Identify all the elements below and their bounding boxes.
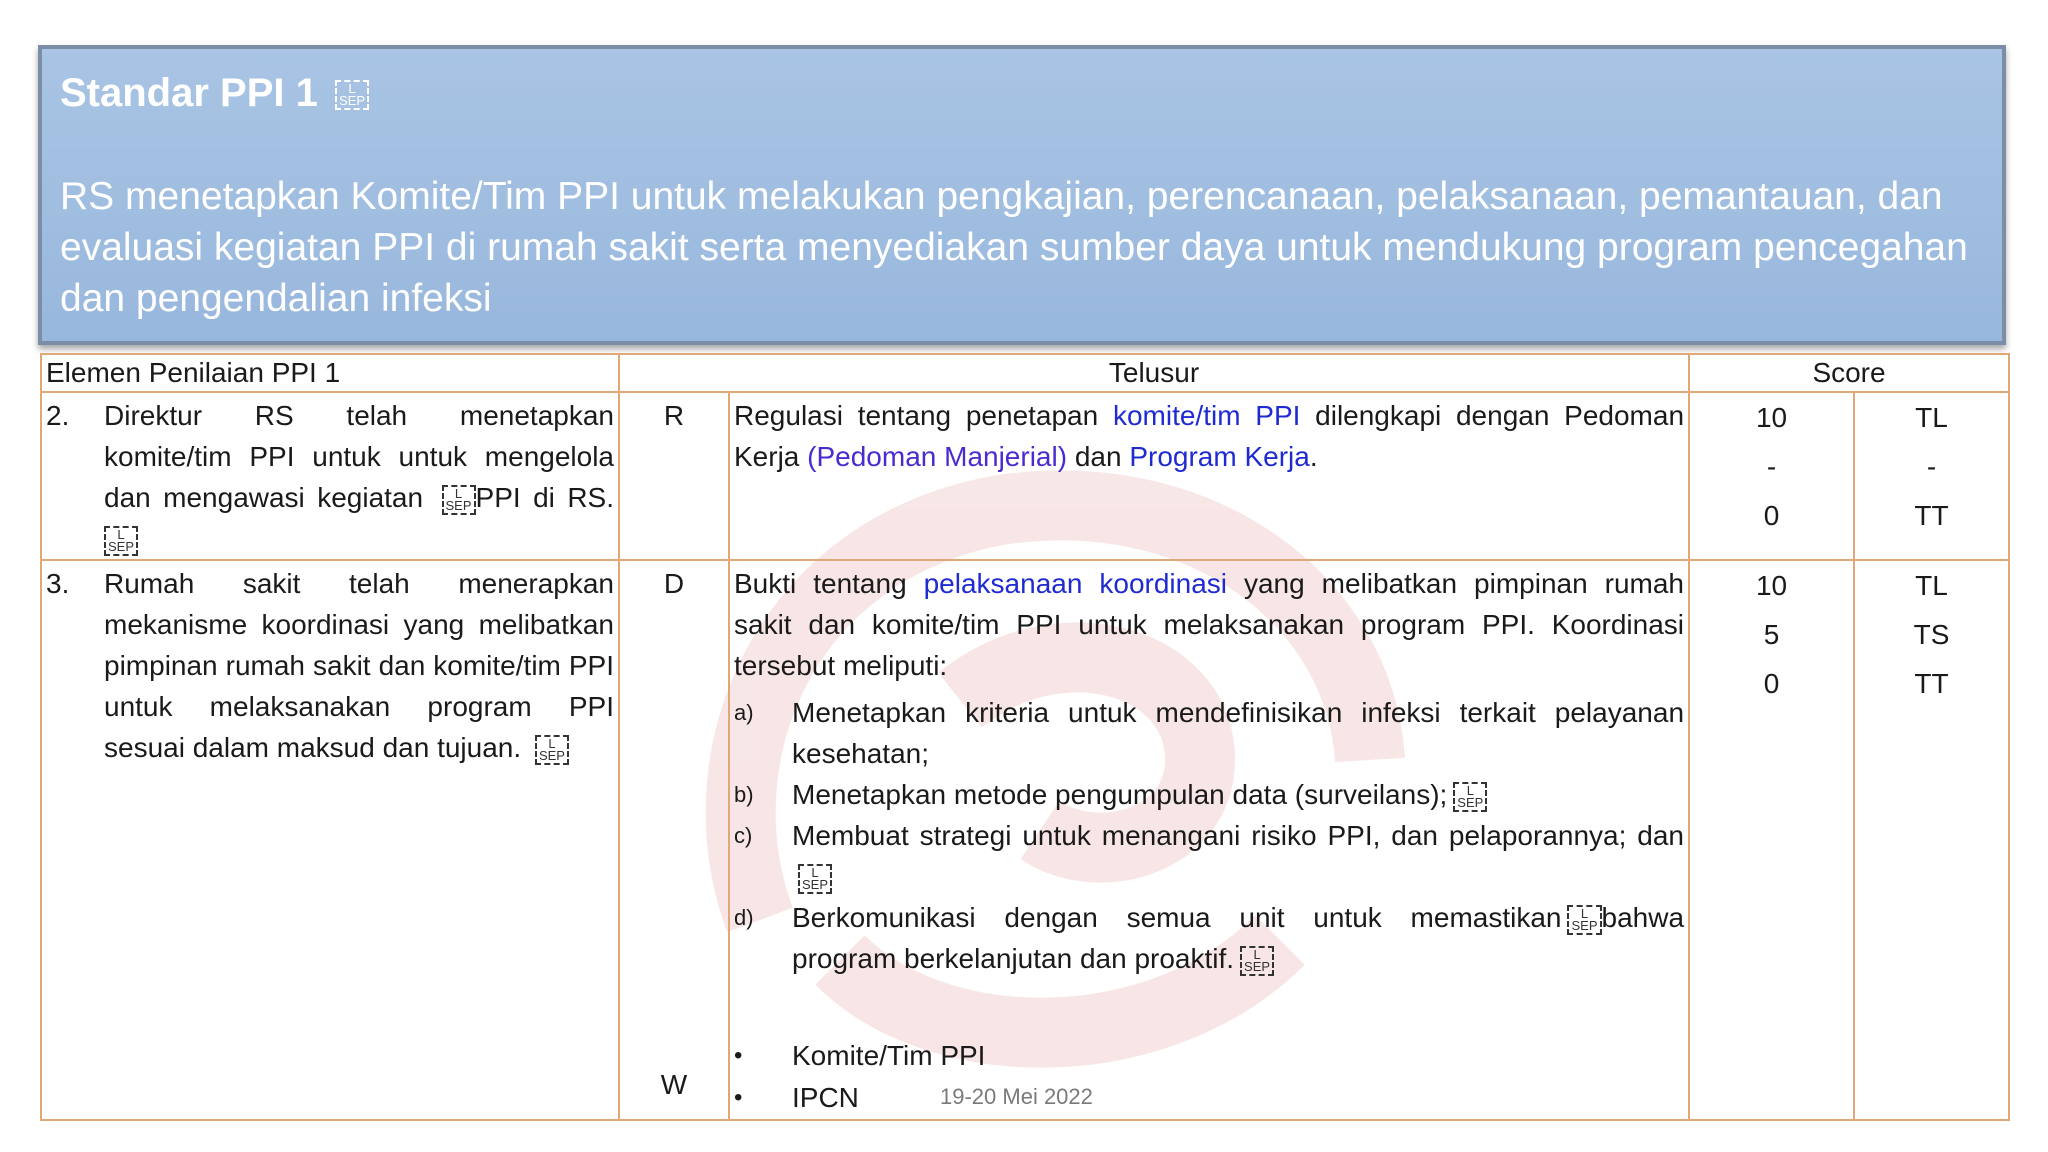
score-codes: TL TS TT xyxy=(1854,560,2009,1120)
list-item: a) Menetapkan kriteria untuk mendefinisikan infeksi terkait pelayanan kesehatan; xyxy=(734,697,1685,769)
telusur-letters xyxy=(619,560,729,1120)
standard-title: Standar PPI 1 L SEP xyxy=(60,71,1984,115)
telusur-text: Bukti tentang pelaksanaan koordinasi yang melibatkan pimpinan rumah sakit dan komite/tim PPI untuk melaksanakan program PPI. Koordinasi tersebut meliputi: a) Menetapkan kriteria untuk mendefinisikan infeksi terkait pelayanan kesehatan; b) Menetapkan metode pengumpulan data (surveilans); L SEP c) Membuat strategi untuk menangani risiko PPI, dan pelaporannya; dan L SEP d) Berkomunikasi dengan semua unit untuk memastikan L SEP bahwa program berkelanjutan dan proaktif. L SEP • Komite/Tim PPI • IPCN xyxy=(729,560,1689,1120)
score-values: 10 5 0 xyxy=(1689,560,1854,1120)
table-row xyxy=(41,392,2009,560)
sep-glyph-icon: L SEP xyxy=(335,80,369,110)
telusur-letter-d: D xyxy=(663,568,685,599)
assessment-table xyxy=(40,353,2010,1121)
score-codes: TL - TT xyxy=(1854,392,2009,560)
list-item: • Komite/Tim PPI xyxy=(734,1040,986,1071)
sep-glyph-icon: L SEP xyxy=(798,864,832,894)
elemen-text: Rumah sakit telah menerapkan mekanisme koordinasi yang melibatkan pimpinan rumah sakit dan komite/tim PPI untuk melaksanakan program PPI sesuai dalam maksud dan tujuan. L SEP xyxy=(104,568,614,763)
list-item: • IPCN xyxy=(734,1082,859,1113)
sep-glyph-icon: L SEP xyxy=(442,485,476,515)
elemen-text: Direktur RS telah menetapkan komite/tim PPI untuk untuk mengelola dan mengawasi kegiatan L SEP PPI di RS. L SEP xyxy=(104,400,614,554)
sep-glyph-icon: L SEP xyxy=(1453,782,1487,812)
telusur-text: Regulasi tentang penetapan komite/tim PPI dilengkapi dengan Pedoman Kerja (Pedoman Manjerial) dan Program Kerja. xyxy=(729,392,1689,560)
elemen-cell xyxy=(41,560,619,1120)
telusur-letter: R xyxy=(619,392,729,560)
list-item: b) Menetapkan metode pengumpulan data (surveilans); L SEP xyxy=(734,774,1684,815)
elemen-number: 2. xyxy=(46,400,70,431)
elemen-number: 3. xyxy=(46,568,70,599)
sep-glyph-icon: L SEP xyxy=(1240,946,1274,976)
list-item: d) Berkomunikasi dengan semua unit untuk memastikan L SEP bahwa program berkelanjutan dan proaktif. L SEP xyxy=(734,902,1685,974)
standard-header-box xyxy=(38,45,2006,345)
header-elemen: Elemen Penilaian PPI 1 xyxy=(41,354,619,392)
table-row xyxy=(41,560,2009,1120)
list-item: c) Membuat strategi untuk menangani risiko PPI, dan pelaporannya; dan L SEP xyxy=(734,820,1685,892)
sep-glyph-icon: L SEP xyxy=(104,526,138,556)
score-values: 10 - 0 xyxy=(1689,392,1854,560)
sep-glyph-icon: L SEP xyxy=(535,735,569,765)
elemen-cell xyxy=(41,392,619,560)
table-header-row xyxy=(41,354,2009,392)
header-score: Score xyxy=(1689,354,2009,392)
header-telusur: Telusur xyxy=(619,354,1689,392)
telusur-letter-w: W xyxy=(660,1069,688,1100)
standard-description: RS menetapkan Komite/Tim PPI untuk melakukan pengkajian, perencanaan, pelaksanaan, pemantauan, dan evaluasi kegiatan PPI di rumah sakit serta menyediakan sumber daya untuk mendukung program pencegahan dan pengendalian infeksi xyxy=(60,175,1968,320)
footer-date: 19-20 Mei 2022 xyxy=(940,1084,1093,1109)
sep-glyph-icon: L SEP xyxy=(1567,905,1601,935)
